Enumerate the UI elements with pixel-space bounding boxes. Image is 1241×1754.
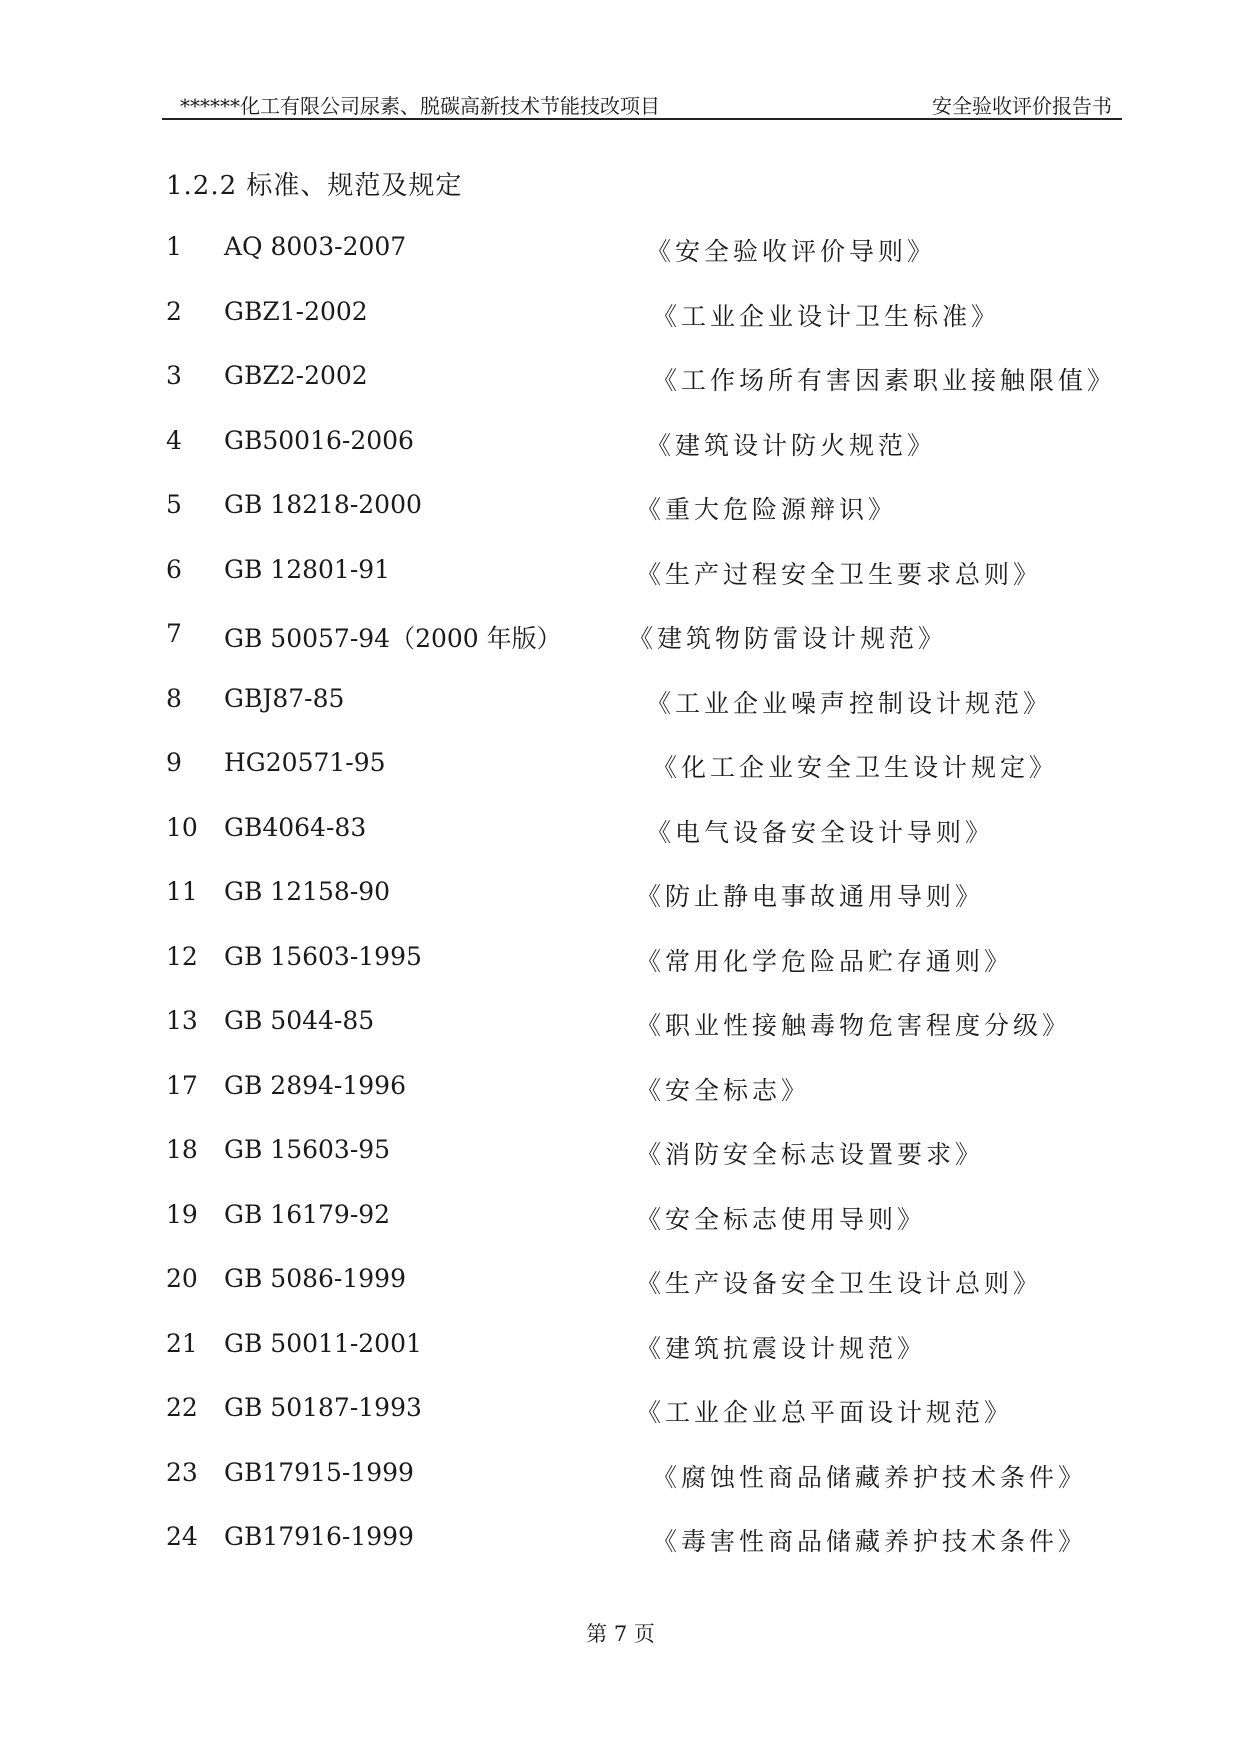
item-number: 6 [166, 554, 182, 584]
list-item [0, 1458, 1241, 1498]
item-number: 21 [166, 1328, 198, 1358]
standard-title: 《化工企业安全卫生设计规定》 [652, 753, 1059, 782]
list-item [0, 1329, 1241, 1369]
standard-title: 《电气设备安全设计导则》 [646, 817, 995, 847]
standard-code: GB 15603-95 [224, 1135, 391, 1164]
page-number: 第 7 页 [586, 1622, 655, 1646]
list-item [0, 877, 1241, 917]
standard-title: 《生产过程安全卫生要求总则》 [636, 559, 1043, 589]
standard-code: GB 5086-1999 [224, 1264, 406, 1293]
standard-code: GBZ1-2002 [224, 296, 368, 326]
standard-title: 《建筑抗震设计规范》 [636, 1333, 927, 1363]
header-report-title: 安全验收评价报告书 [932, 94, 1112, 118]
standard-title: 《建筑设计防火规范》 [646, 430, 937, 460]
standard-code: GB 50187-1993 [224, 1393, 422, 1422]
list-item [0, 1264, 1241, 1304]
item-number: 8 [166, 683, 182, 713]
standard-title: 《生产设备安全卫生设计总则》 [636, 1269, 1043, 1298]
standard-title: 《职业性接触毒物危害程度分级》 [636, 1011, 1072, 1040]
standard-title: 《工业企业总平面设计规范》 [636, 1398, 1014, 1427]
list-item [0, 1522, 1241, 1562]
item-number: 3 [166, 361, 182, 390]
standard-title: 《安全标志》 [636, 1075, 811, 1105]
item-number: 4 [166, 425, 182, 455]
standard-code: GB 5044-85 [224, 1006, 375, 1035]
standard-title: 《工业企业噪声控制设计规范》 [646, 688, 1053, 718]
list-item [0, 1006, 1241, 1046]
standard-title: 《重大危险源辩识》 [636, 495, 898, 524]
item-number: 19 [166, 1199, 198, 1229]
standard-code: GBJ87-85 [224, 683, 345, 713]
standard-code: GB 12801-91 [224, 554, 391, 584]
standard-code: HG20571-95 [224, 748, 386, 777]
standard-title: 《安全验收评价导则》 [646, 237, 937, 266]
item-number: 17 [166, 1070, 198, 1100]
standard-code: GB 2894-1996 [224, 1070, 406, 1100]
standard-title: 《建筑物防雷设计规范》 [628, 624, 948, 653]
list-item [0, 1071, 1241, 1111]
standard-title: 《工作场所有害因素职业接触限值》 [652, 366, 1117, 395]
list-item [0, 1393, 1241, 1433]
item-number: 20 [166, 1264, 198, 1293]
item-number: 2 [166, 296, 182, 326]
list-item [0, 297, 1241, 337]
list-item [0, 361, 1241, 401]
item-number: 1 [166, 232, 182, 261]
standard-code: GB 18218-2000 [224, 490, 422, 519]
item-number: 7 [166, 619, 182, 648]
section-title: 1.2.2 标准、规范及规定 [166, 171, 463, 201]
standard-title: 《毒害性商品储藏养护技术条件》 [652, 1527, 1088, 1556]
list-item [0, 619, 1241, 659]
standard-code: GB4064-83 [224, 812, 367, 842]
standard-code: GB 50057-94（2000 年版） [224, 624, 562, 653]
standard-title: 《消防安全标志设置要求》 [636, 1140, 985, 1169]
standard-code: GB50016-2006 [224, 425, 414, 455]
standard-code: GB 15603-1995 [224, 941, 422, 971]
standard-title: 《安全标志使用导则》 [636, 1204, 927, 1234]
standard-title: 《防止静电事故通用导则》 [636, 882, 985, 911]
standard-code: GB 50011-2001 [224, 1328, 422, 1358]
standard-code: GB 12158-90 [224, 877, 391, 906]
list-item [0, 426, 1241, 466]
list-item [0, 555, 1241, 595]
standard-code: GB17915-1999 [224, 1457, 414, 1487]
item-number: 10 [166, 812, 198, 842]
standard-code: GB 16179-92 [224, 1199, 391, 1229]
list-item [0, 232, 1241, 272]
standard-code: GBZ2-2002 [224, 361, 368, 390]
standard-title: 《工业企业设计卫生标准》 [652, 301, 1001, 331]
list-item [0, 748, 1241, 788]
list-item [0, 1135, 1241, 1175]
page-header [162, 88, 1122, 120]
list-item [0, 684, 1241, 724]
standard-title: 《腐蚀性商品储藏养护技术条件》 [652, 1462, 1088, 1492]
list-item [0, 490, 1241, 530]
item-number: 13 [166, 1006, 198, 1035]
item-number: 11 [166, 877, 198, 906]
item-number: 22 [166, 1393, 198, 1422]
item-number: 9 [166, 748, 182, 777]
item-number: 5 [166, 490, 182, 519]
list-item [0, 942, 1241, 982]
list-item [0, 1200, 1241, 1240]
item-number: 23 [166, 1457, 198, 1487]
header-project-name: ******化工有限公司尿素、脱碳高新技术节能技改项目 [180, 94, 660, 118]
list-item [0, 813, 1241, 853]
item-number: 24 [166, 1522, 198, 1551]
standard-title: 《常用化学危险品贮存通则》 [636, 946, 1014, 976]
standard-code: AQ 8003-2007 [224, 232, 407, 261]
item-number: 18 [166, 1135, 198, 1164]
item-number: 12 [166, 941, 198, 971]
standard-code: GB17916-1999 [224, 1522, 414, 1551]
